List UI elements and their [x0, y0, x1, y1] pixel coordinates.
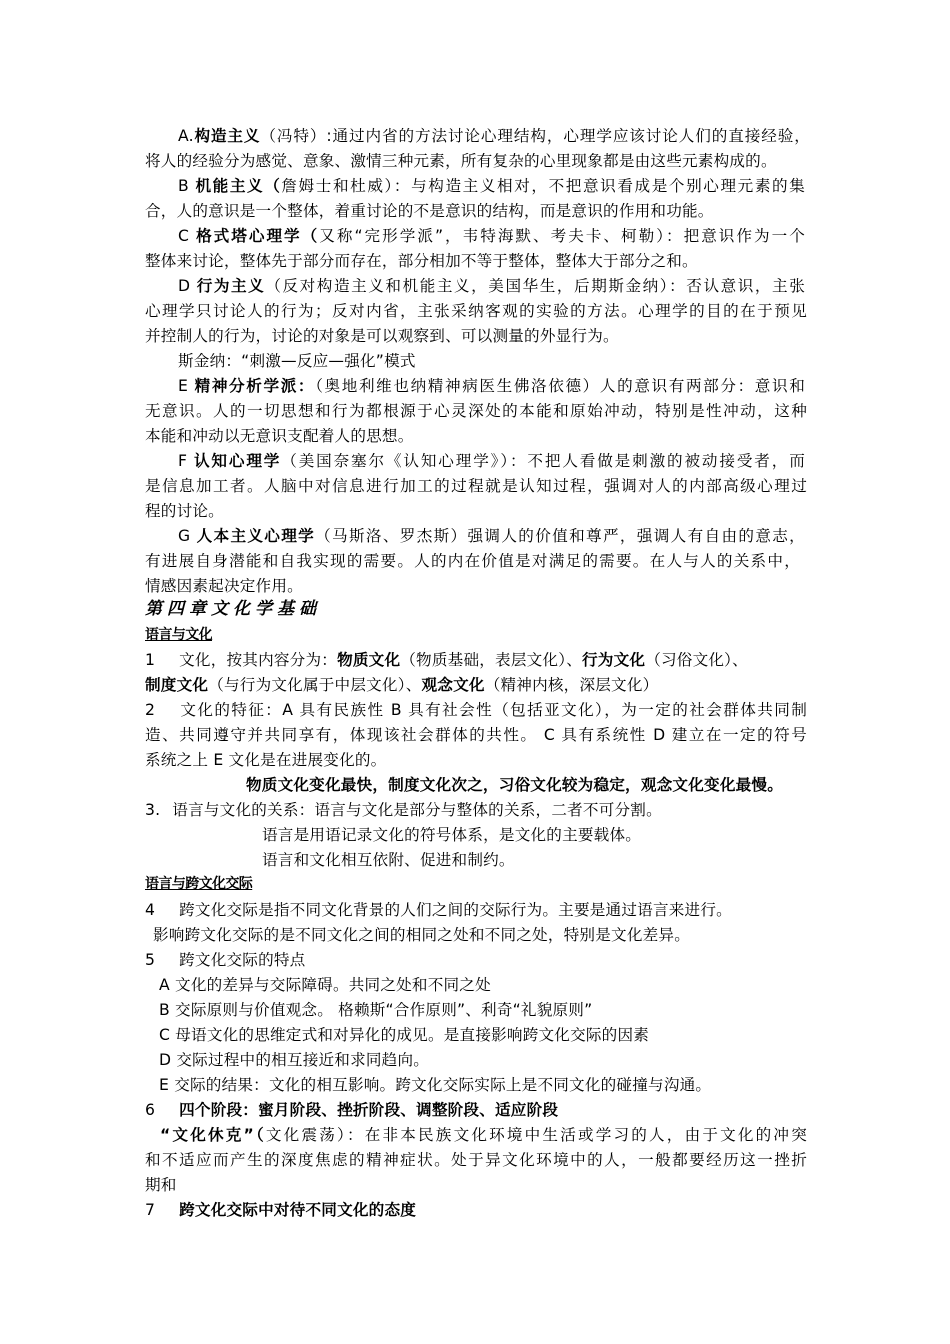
- para-e-line3: 本能和冲动以无意识支配着人的思想。: [145, 427, 414, 445]
- item-2-line3: 系统之上 E 文化是在进展变化的。: [145, 751, 387, 769]
- para-b-line1: B 机能主义（詹姆士和杜威）：与构造主义相对，不把意识看成是个别心理元素的集: [178, 177, 805, 195]
- para-f-line3: 程的讨论。: [145, 502, 224, 520]
- para-c-title: 格式塔心理学（: [196, 227, 320, 245]
- item-2-line2: 造、共同遵守并共同享有，体现该社会群体的共性。 C 具有系统性 D 建立在一定的符号: [145, 726, 807, 744]
- chapter-title: 第四章文化学基础: [145, 599, 321, 619]
- item-3-line3: 语言和文化相互依附、促进和制约。: [262, 851, 515, 869]
- para-e-line1: E 精神分析学派：（奥地利维也纳精神病医生佛洛依德）人的意识有两部分：意识和: [178, 377, 805, 395]
- para-e-line2: 无意识。人的一切思想和行为都根源于心灵深处的本能和原始冲动，特别是性冲动，这种: [145, 402, 807, 420]
- item-5-point-e: E 交际的结果：文化的相互影响。跨文化交际实际上是不同文化的碰撞与沟通。: [159, 1076, 712, 1094]
- item-4-line2: 影响跨文化交际的是不同文化之间的相同之处和不同之处，特别是文化差异。: [153, 926, 690, 944]
- item-5-point-b: B 交际原则与价值观念。 格赖斯“合作原则”、利奇“礼貌原则”: [159, 1001, 593, 1019]
- para-b-line2: 合，人的意识是一个整体，着重讨论的不是意识的结构，而是意识的作用和功能。: [145, 202, 714, 220]
- para-g-line2: 有进展自身潜能和自我实现的需要。人的内在价值是对满足的需要。在人与人的关系中，: [145, 552, 800, 570]
- para-d-line1: D 行为主义（反对构造主义和机能主义，美国华生，后期斯金纳）：否认意识，主张: [178, 277, 805, 295]
- para-f-line1: F 认知心理学（美国奈塞尔《认知心理学》）：不把人看做是刺激的被动接受者，而: [178, 452, 805, 470]
- item-6-line1: “文化休克”（文化震荡）：在非本民族文化环境中生活或学习的人，由于文化的冲突: [160, 1126, 807, 1144]
- item-2-line1: 2 文化的特征：A 具有民族性 B 具有社会性（包括亚文化），为一定的社会群体共同制: [145, 701, 807, 719]
- para-d-line2: 心理学只讨论人的行为；反对内省，主张采纳客观的实验的方法。心理学的目的在于预见: [145, 302, 807, 320]
- item-6-title: 6 四个阶段：蜜月阶段、挫折阶段、调整阶段、适应阶段: [145, 1101, 559, 1119]
- item-5-title: 5 跨文化交际的特点: [145, 951, 306, 969]
- item-3-line2: 语言是用语记录文化的符号体系，是文化的主要载体。: [262, 826, 642, 844]
- section-heading-intercultural: 语言与跨文化交际: [145, 876, 253, 892]
- section-heading-language-culture: 语言与文化: [145, 627, 212, 643]
- para-a-title: 构造主义: [193, 127, 261, 145]
- item-5-point-a: A 文化的差异与交际障碍。共同之处和不同之处: [159, 976, 491, 994]
- para-a-line2: 将人的经验分为感觉、意象、激情三种元素，所有复杂的心里现象都是由这些元素构成的。: [145, 152, 777, 170]
- item-7-title: 7 跨文化交际中对待不同文化的态度: [145, 1201, 417, 1219]
- item-2-bold-note: 物质文化变化最快，制度文化次之，习俗文化较为稳定，观念文化变化最慢。: [246, 776, 783, 794]
- para-d-line3: 并控制人的行为，讨论的对象是可以观察到、可以测量的外显行为。: [145, 327, 619, 345]
- para-b-title: 机能主义（: [195, 177, 282, 195]
- para-c-line1: C 格式塔心理学（又称“完形学派”，韦特海默、考夫卡、柯勒）：把意识作为一个: [178, 227, 805, 245]
- para-f-line2: 是信息加工者。人脑中对信息进行加工的过程就是认知过程，强调对人的内部高级心理过: [145, 477, 807, 495]
- skinner-line: 斯金纳：“刺激—反应—强化”模式: [178, 352, 416, 370]
- para-g-title: 人本主义心理学: [196, 527, 316, 545]
- item-5-point-d: D 交际过程中的相互接近和求同趋向。: [159, 1051, 430, 1069]
- item-6-line3: 期和: [145, 1176, 177, 1194]
- para-e-title: 精神分析学派：: [194, 377, 316, 395]
- para-d-title: 行为主义: [196, 277, 266, 295]
- para-g-line1: G 人本主义心理学（马斯洛、罗杰斯）强调人的价值和尊严，强调人有自由的意志，: [178, 527, 805, 545]
- para-a-line1: A.构造主义（冯特）:通过内省的方法讨论心理结构，心理学应该讨论人们的直接经验，: [178, 127, 810, 145]
- item-3-line1: 3. 语言与文化的关系：语言与文化是部分与整体的关系，二者不可分割。: [145, 801, 662, 819]
- culture-shock-term: “文化休克”（: [160, 1126, 266, 1144]
- para-c-line2: 整体来讨论，整体先于部分而存在，部分相加不等于整体，整体大于部分之和。: [145, 252, 698, 270]
- item-5-point-c: C 母语文化的思维定式和对异化的成见。是直接影响跨文化交际的因素: [159, 1026, 650, 1044]
- item-4-line1: 4 跨文化交际是指不同文化背景的人们之间的交际行为。主要是通过语言来进行。: [145, 901, 732, 919]
- para-f-title: 认知心理学: [193, 452, 282, 470]
- para-g-line3: 情感因素起决定作用。: [145, 577, 303, 595]
- item-6-line2: 和不适应而产生的深度焦虑的精神症状。处于异文化环境中的人，一般都要经历这一挫折: [145, 1151, 807, 1169]
- item-1-line1: 1 文化，按其内容分为：物质文化（物质基础，表层文化）、行为文化（习俗文化）、: [145, 651, 748, 669]
- item-1-line2: 制度文化（与行为文化属于中层文化）、观念文化（精神内核，深层文化）: [145, 676, 659, 694]
